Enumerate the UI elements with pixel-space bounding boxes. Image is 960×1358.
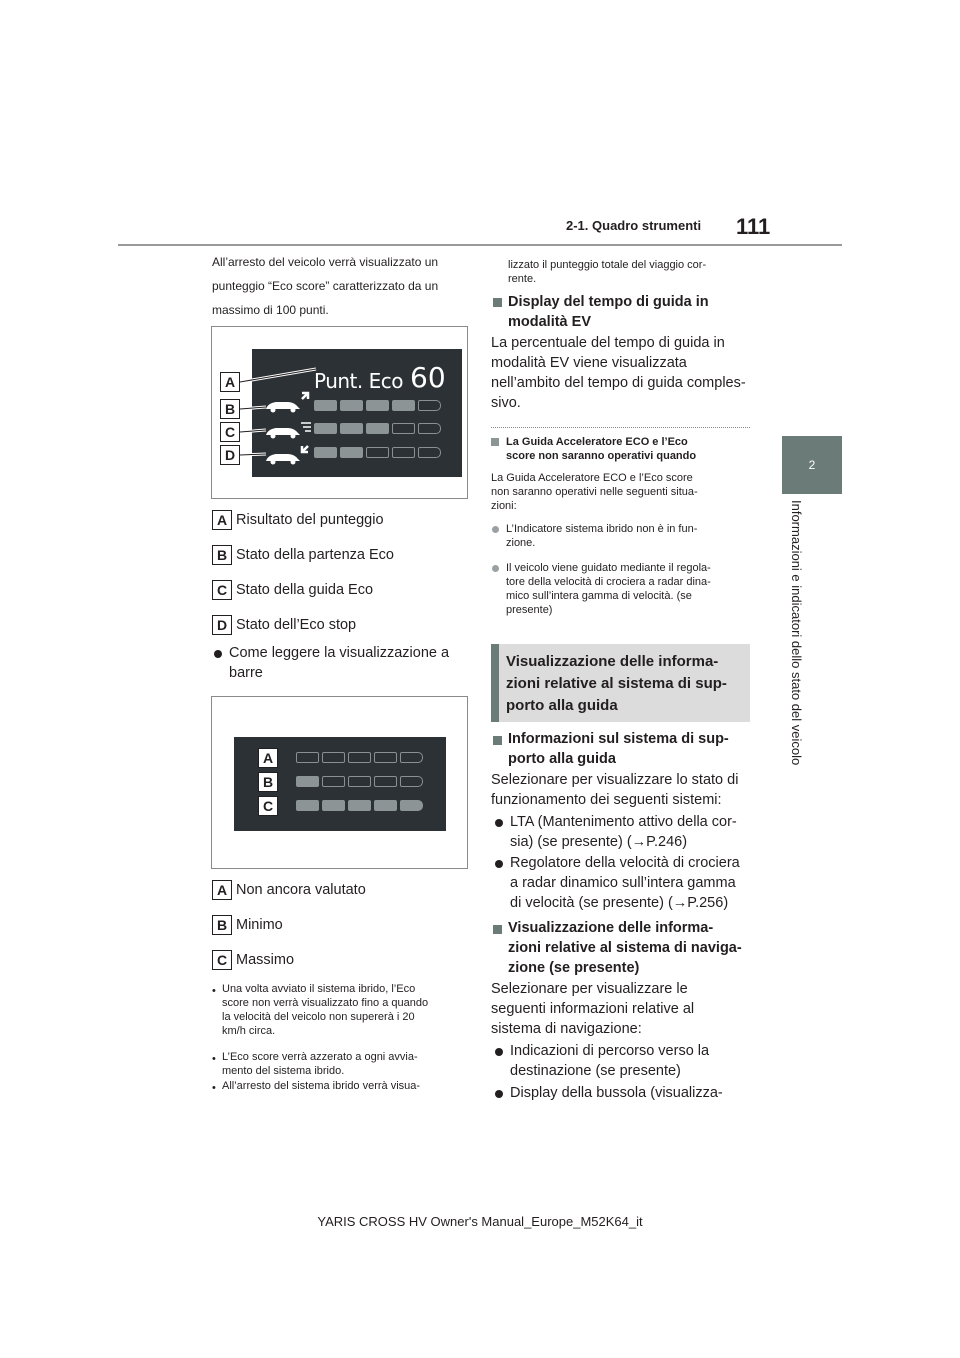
info-list-item: Regolatore della velocità di crociera a radar dinamico sull’intera gamma di velocità (se presente) (→P.256) [510,855,740,911]
header-rule [118,244,842,246]
bar-reading-text: Come leggere la visualizzazione a barre [229,645,450,681]
bar-reading-figure [211,696,468,869]
note-list-item: Il veicolo viene guidato mediante il regola- tore della velocità di crociera a radar dina- mico sull’intera gamma di velocità. (se presente) [506,562,711,616]
bullet-icon [495,1048,503,1056]
note-body: La Guida Acceleratore ECO e l’Eco score non saranno operativi nelle seguenti situa- zioni: [491,472,698,512]
ev-body: La percentuale del tempo di guida in modalità EV viene visualizzata nell’ambito del tempo di guida comples- sivo. [491,335,746,411]
eco-score-figure [211,326,468,499]
note-item: L’Eco score verrà azzerato a ogni avvia- mento del sistema ibrido. [222,1051,418,1077]
eco-score-value: 60 [410,361,446,394]
legend-item: A Risultato del punteggio [212,510,384,530]
note-heading: La Guida Acceleratore ECO e l’Eco score non saranno operativi quando [506,436,697,462]
note-item: All’arresto del sistema ibrido verrà visua- [222,1080,421,1092]
note-list-item: L’Indicatore sistema ibrido non è in fun- zione. [506,523,698,549]
bullet-icon [495,819,503,827]
legend-item: D Stato dell’Eco stop [212,615,356,635]
figure-label-a: A [258,748,278,768]
heading-marker-icon [493,736,502,745]
info-heading: Informazioni sul sistema di sup- porto alla guida [508,731,729,767]
bullet-icon [214,650,222,658]
figure-label-a: A [220,372,240,392]
figure-label-b: B [258,772,278,792]
figure-label-c: C [220,422,240,442]
bar-maximum [296,800,423,811]
figure-label-b: B [220,399,240,419]
leader-lines [212,327,469,500]
bar-minimum [296,776,423,787]
legend-item: A Non ancora valutato [212,880,366,900]
info-list-item: LTA (Mantenimento attivo della cor- sia) (se presente) (→P.246) [510,814,737,850]
bullet-icon [492,526,499,533]
bar-reading-screen [234,737,446,831]
nav-list-item: Display della bussola (visualizza- [510,1085,723,1101]
intro-text: All’arresto del veicolo verrà visualizzato un punteggio “Eco score” caratterizzato da un massimo di 100 punti. [212,255,439,317]
bullet-icon [492,565,499,572]
figure-label-d: D [220,445,240,465]
legend-item: C Stato della guida Eco [212,580,373,600]
continued-text: lizzato il punteggio totale del viaggio cor- rente. [508,259,707,285]
nav-heading: Visualizzazione delle informa- zioni relative al sistema di naviga- zione (se presente) [508,920,742,976]
bullet-icon [495,1090,503,1098]
nav-list-item: Indicazioni di percorso verso la destinazione (se presente) [510,1043,710,1079]
heading-marker-icon [493,925,502,934]
note-divider [491,427,750,428]
legend-item: C Massimo [212,950,294,970]
bar-not-rated [296,752,423,763]
eco-score-title: Punt. Eco [314,369,403,393]
footer-text: YARIS CROSS HV Owner's Manual_Europe_M52K64_it [317,1214,643,1229]
section-heading-bar [491,644,499,722]
note-marker-icon [491,438,499,446]
heading-marker-icon [493,298,502,307]
legend-item: B Stato della partenza Eco [212,545,394,565]
nav-body: Selezionare per visualizzare le seguenti informazioni relative al sistema di navigazione: [491,981,695,1037]
bullet-icon [495,860,503,868]
chapter-title: Informazioni e indicatori dello stato del veicolo [789,500,804,766]
chapter-tab: 2 [782,436,842,494]
figure-label-c: C [258,796,278,816]
legend-item: B Minimo [212,915,283,935]
ev-heading: Display del tempo di guida in modalità EV [508,294,709,330]
section-heading: Visualizzazione delle informa- zioni relative al sistema di sup- porto alla guida [506,653,727,714]
note-item: Una volta avviato il sistema ibrido, l’Eco score non verrà visualizzato fino a quando la velocità del veicolo non supererà i 20 km/h circa. [222,983,429,1037]
page-number: 111 [736,214,771,239]
section-title: 2-1. Quadro strumenti [566,218,702,233]
info-body: Selezionare per visualizzare lo stato di funzionamento dei seguenti sistemi: [491,772,739,808]
